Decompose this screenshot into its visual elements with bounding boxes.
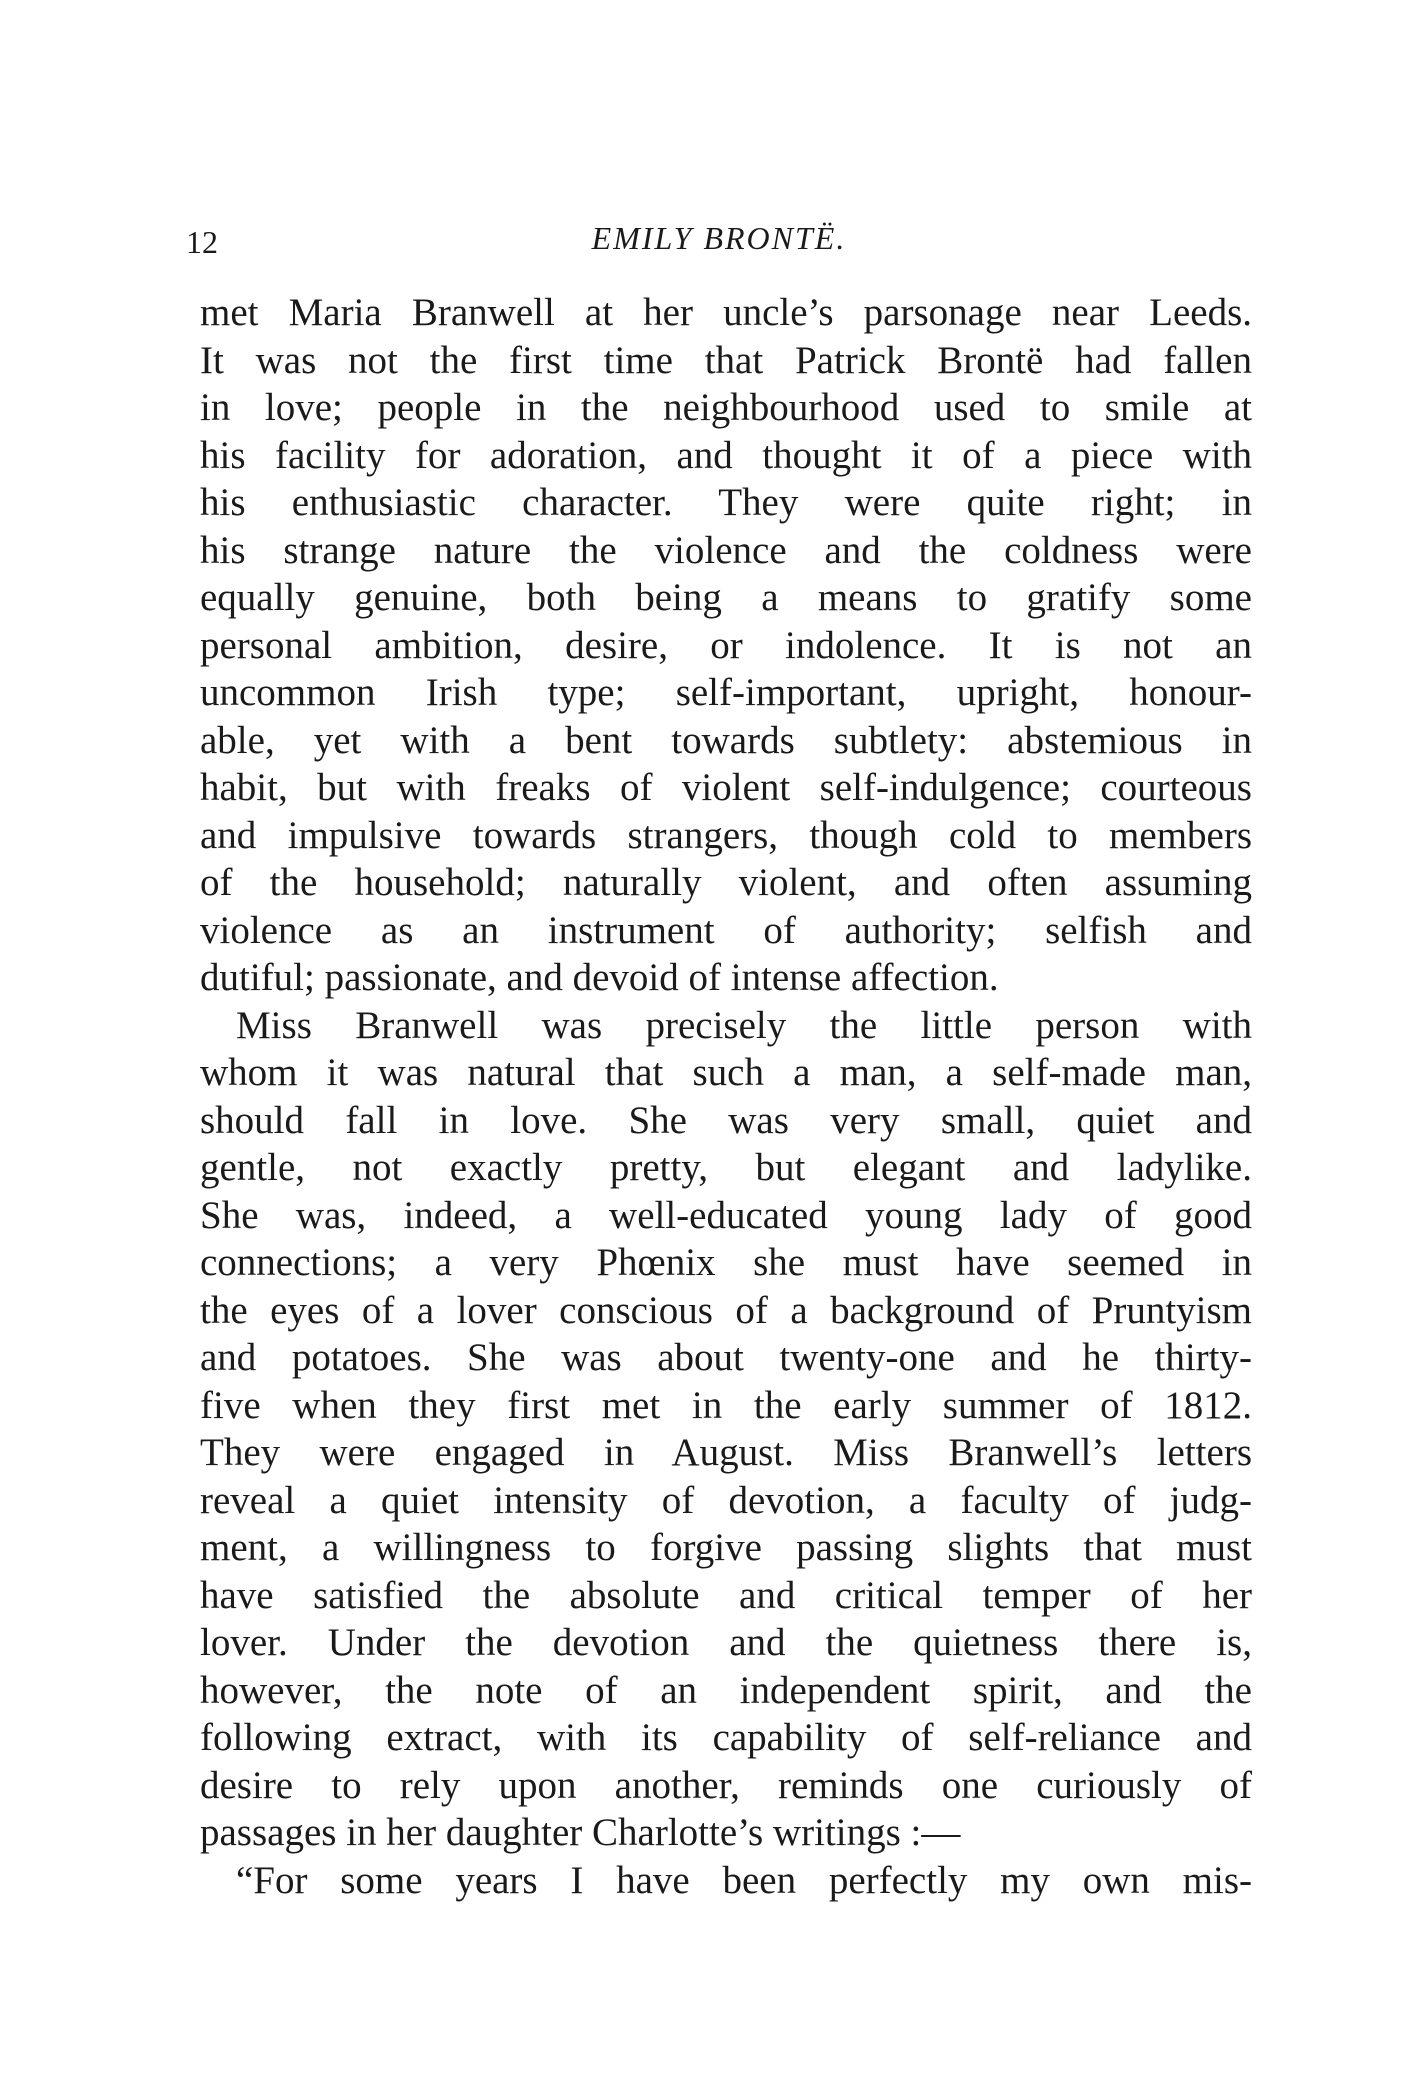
text-line: his enthusiastic character. They were quite right; in (200, 481, 1252, 524)
text-line: “For some years I have been perfectly my own mis- (236, 1858, 1252, 1902)
text-line: lover. Under the devotion and the quietness there is, (200, 1621, 1252, 1664)
text-line: and impulsive towards strangers, though cold to members (200, 813, 1252, 857)
text-line: in love; people in the neighbourhood used to smile at (200, 386, 1252, 429)
paragraph (200, 1002, 1252, 1857)
text-line: met Maria Branwell at her uncle’s parsonage near Leeds. (200, 291, 1252, 334)
text-line: able, yet with a bent towards subtlety: abstemious in (200, 718, 1252, 762)
text-line: Miss Branwell was precisely the little person with (236, 1003, 1252, 1047)
text-line: uncommon Irish type; self-important, upright, honour- (200, 671, 1252, 714)
text-line: following extract, with its capability of self-reliance and (200, 1716, 1252, 1759)
text-line: passages in her daughter Charlotte’s writings :— (200, 1811, 961, 1854)
text-line: of the household; naturally violent, and often assuming (200, 861, 1252, 904)
page-body (200, 289, 1252, 1904)
text-line: habit, but with freaks of violent self-indulgence; courteous (200, 766, 1252, 809)
text-line: should fall in love. She was very small, quiet and (200, 1098, 1252, 1142)
running-header (186, 220, 1252, 268)
text-line: ment, a willingness to forgive passing slights that must (200, 1526, 1252, 1569)
text-line: his facility for adoration, and thought it of a piece with (200, 433, 1252, 477)
text-line: five when they first met in the early summer of 1812. (200, 1383, 1252, 1427)
text-line: have satisfied the absolute and critical temper of her (200, 1573, 1252, 1617)
page-number: 12 (186, 224, 218, 260)
text-line: his strange nature the violence and the coldness were (200, 528, 1252, 572)
paragraph (200, 1857, 1252, 1905)
paragraph (200, 289, 1252, 1002)
text-line: the eyes of a lover conscious of a background of Pruntyism (200, 1288, 1252, 1332)
text-line: gentle, not exactly pretty, but elegant and ladylike. (200, 1146, 1252, 1189)
text-line: reveal a quiet intensity of devotion, a faculty of judg- (200, 1478, 1252, 1522)
text-line: personal ambition, desire, or indolence. It is not an (200, 623, 1252, 667)
text-line: whom it was natural that such a man, a self-made man, (200, 1051, 1252, 1094)
running-title: EMILY BRONTË. (591, 220, 847, 256)
text-line: It was not the first time that Patrick Brontë had fallen (200, 338, 1252, 382)
text-line: however, the note of an independent spirit, and the (200, 1668, 1252, 1712)
text-line: and potatoes. She was about twenty-one and he thirty- (200, 1336, 1252, 1379)
text-line: desire to rely upon another, reminds one curiously of (200, 1763, 1252, 1807)
text-line: dutiful; passionate, and devoid of intense affection. (200, 956, 999, 999)
text-line: equally genuine, both being a means to gratify some (200, 576, 1252, 619)
text-line: violence as an instrument of authority; selfish and (200, 908, 1252, 952)
text-line: They were engaged in August. Miss Branwell’s letters (200, 1431, 1252, 1474)
text-line: connections; a very Phœnix she must have seemed in (200, 1241, 1252, 1284)
text-line: She was, indeed, a well-educated young lady of good (200, 1193, 1252, 1237)
